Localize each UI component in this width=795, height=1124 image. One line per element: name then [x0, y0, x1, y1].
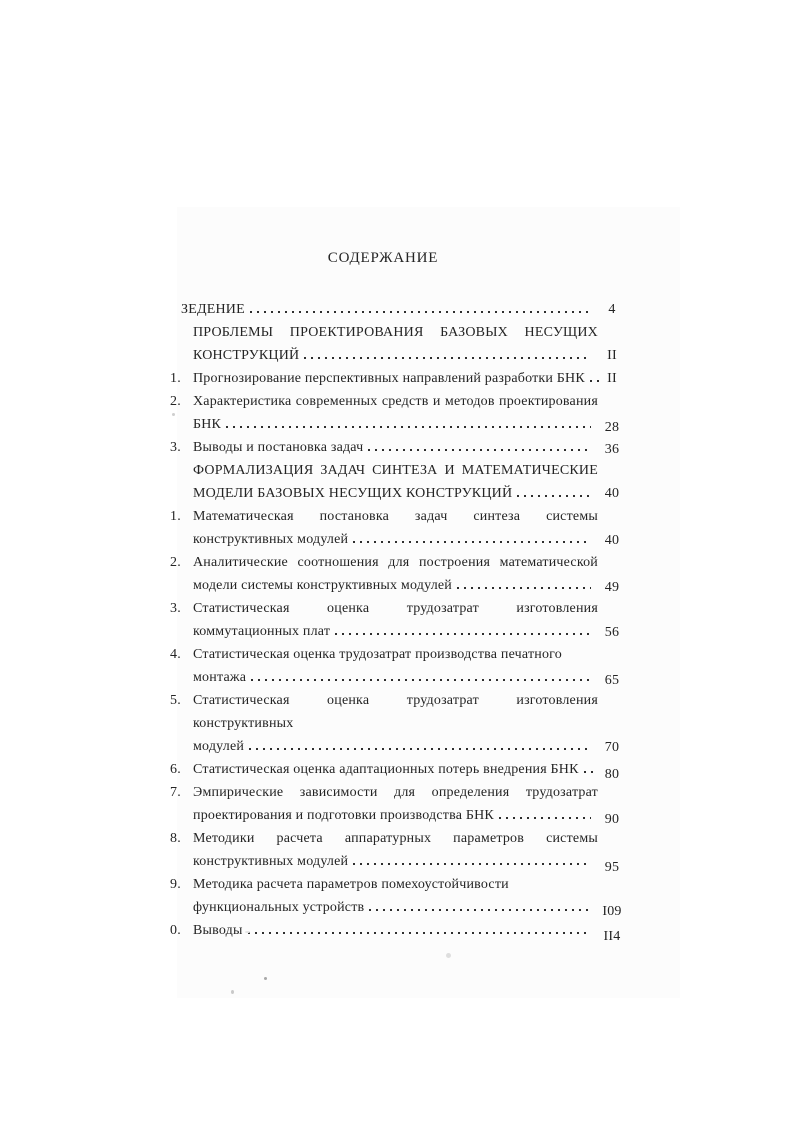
toc-entry-line: Математическая постановка задач синтеза системы [193, 509, 598, 524]
dot-leader [248, 932, 591, 934]
toc-entry [170, 689, 626, 758]
toc-entry-line: Методика расчета параметров помехоустойчивости [193, 877, 509, 892]
toc-entry-lastline [193, 758, 598, 781]
toc-entry-page: 65 [604, 673, 620, 688]
toc-entry-line: модулей [193, 739, 245, 754]
toc-entry-page: 36 [604, 442, 620, 457]
toc-entry-line: Методики расчета аппаратурных параметров системы [193, 831, 598, 846]
toc-entry-body [193, 505, 598, 551]
toc-entry [170, 919, 626, 942]
toc-entry [170, 758, 626, 781]
toc-entry-page: 90 [604, 812, 620, 827]
toc-entry-line: Аналитические соотношения для построения математической [193, 555, 598, 570]
toc-entry-line: ФОРМАЛИЗАЦИЯ ЗАДАЧ СИНТЕЗА И МАТЕМАТИЧЕСКИЕ [193, 463, 598, 478]
toc-entry-line: Эмпирические зависимости для определения трудозатрат [193, 785, 598, 800]
toc-entry [170, 781, 626, 827]
dot-leader [226, 426, 591, 428]
dot-leader [369, 909, 591, 911]
toc-entry-lastline [193, 804, 598, 827]
toc-entry-lastline [193, 367, 598, 390]
toc-entry-body [193, 597, 598, 643]
toc-entry [170, 551, 626, 597]
dot-leader [249, 748, 591, 750]
toc-entry-page: II4 [603, 929, 621, 944]
toc-entry-body [193, 436, 598, 459]
toc-entry [170, 298, 626, 321]
toc-entry-number: 3. [170, 601, 181, 616]
toc-entry-body [193, 551, 598, 597]
toc-entry-page: I09 [602, 904, 622, 919]
toc-entry-page: 70 [604, 740, 620, 755]
toc-entry-page: II [607, 348, 617, 363]
toc-entry-number: 2. [170, 555, 181, 570]
toc-entry-line: МОДЕЛИ БАЗОВЫХ НЕСУЩИХ КОНСТРУКЦИЙ [193, 486, 513, 501]
toc-entry-line: Выводы и постановка задач [193, 440, 364, 455]
toc-entry-number: 2. [170, 394, 181, 409]
scan-speck [446, 953, 451, 958]
dot-leader [457, 587, 591, 589]
toc-entry [170, 827, 626, 873]
toc-entry-body [193, 459, 598, 505]
dot-leader [251, 679, 591, 681]
toc-entry-line: Выводы [193, 923, 243, 938]
toc-entry-body [193, 781, 598, 827]
toc-entry-lastline [193, 528, 598, 551]
toc-entry-page: 49 [604, 580, 620, 595]
toc-entries [170, 298, 626, 942]
dot-leader [499, 817, 591, 819]
toc-entry-lastline [193, 620, 598, 643]
toc-entry-lastline [193, 574, 598, 597]
toc-entry-page: 4 [608, 302, 616, 317]
toc-entry-line: проектирования и подготовки производства БНК [193, 808, 494, 823]
dot-leader [353, 541, 591, 543]
toc-entry-line: Статистическая оценка адаптационных потерь внедрения БНК [193, 762, 579, 777]
toc-entry-body [193, 643, 598, 689]
page-title: СОДЕРЖАНИЕ [327, 250, 439, 266]
toc-entry-body [193, 873, 598, 919]
toc-entry-number: 5. [170, 693, 181, 708]
toc-entry [170, 321, 626, 367]
toc-entry-line: Статистическая оценка трудозатрат изготовления конструктивных [193, 693, 598, 731]
toc-entry-lastline [193, 436, 598, 459]
toc-entry-number: 0. [170, 923, 181, 938]
toc-entry-number: 3. [170, 440, 181, 455]
toc-entry [170, 459, 626, 505]
scan-speck [231, 990, 234, 994]
toc-entry-number [170, 459, 193, 505]
scan-speck [264, 977, 267, 980]
toc-entry-page: 56 [604, 625, 620, 640]
toc-entry-lastline [193, 344, 598, 367]
dot-leader [353, 863, 591, 865]
dot-leader [335, 633, 591, 635]
toc-entry-line: Прогнозирование перспективных направлений разработки БНК [193, 371, 585, 386]
toc-entry-body [193, 367, 598, 390]
dot-leader [517, 495, 591, 497]
toc-entry [170, 505, 626, 551]
toc-entry-body [193, 827, 598, 873]
toc-entry-lastline [193, 896, 598, 919]
toc-entry-line: функциональных устройств [193, 900, 365, 915]
toc-entry-number: 9. [170, 877, 181, 892]
toc-entry-line: конструктивных модулей [193, 532, 349, 547]
toc-entry [170, 643, 626, 689]
toc-entry [170, 597, 626, 643]
toc-entry-number [170, 321, 193, 367]
dot-leader [368, 449, 591, 451]
toc-entry-body [193, 390, 598, 436]
scan-speck [172, 413, 175, 416]
toc-entry-line: Характеристика современных средств и методов проектирования [193, 394, 598, 409]
toc-entry-body [193, 919, 598, 942]
toc-entry-line: БНК [193, 417, 222, 432]
toc-entry-lastline [193, 482, 598, 505]
toc-entry-line: Статистическая оценка трудозатрат изготовления [193, 601, 598, 616]
toc-entry-line: ЗЕДЕНИЕ [181, 302, 245, 317]
toc-entry-line: Статистическая оценка трудозатрат производства печатного [193, 647, 562, 662]
toc-entry-lastline [193, 413, 598, 436]
toc-entry-line: монтажа [193, 670, 247, 685]
toc-entry-line: коммутационных плат [193, 624, 331, 639]
toc-entry-line: ПРОБЛЕМЫ ПРОЕКТИРОВАНИЯ БАЗОВЫХ НЕСУЩИХ [193, 325, 598, 340]
toc-entry-number: 8. [170, 831, 181, 846]
toc-entry-number: 4. [170, 647, 181, 662]
dot-leader [584, 771, 594, 773]
toc-entry-body [193, 758, 598, 781]
toc-entry-number: 6. [170, 762, 181, 777]
toc-entry-line: конструктивных модулей [193, 854, 349, 869]
toc-entry-lastline [193, 850, 598, 873]
toc-entry-number: 7. [170, 785, 181, 800]
toc-entry [170, 873, 626, 919]
toc-entry-line: модели системы конструктивных модулей [193, 578, 452, 593]
toc-entry-body [170, 298, 598, 321]
toc-entry-body [193, 689, 598, 758]
scan-speck [245, 931, 250, 933]
toc-entry-line: КОНСТРУКЦИЙ [193, 348, 300, 363]
toc-entry-lastline [193, 666, 598, 689]
toc-entry-page: 95 [604, 860, 620, 875]
toc-entry-lastline [181, 298, 598, 321]
table-of-contents [170, 248, 626, 942]
toc-entry [170, 367, 626, 390]
toc-entry-page: 40 [604, 486, 620, 501]
toc-entry-page: 28 [604, 420, 620, 435]
toc-entry-number: 1. [170, 371, 181, 386]
dot-leader [304, 357, 591, 359]
toc-entry-lastline [193, 919, 598, 942]
toc-entry-lastline [193, 735, 598, 758]
toc-entry-body [193, 321, 598, 367]
toc-entry-page: 40 [604, 533, 620, 548]
toc-entry [170, 436, 626, 459]
toc-entry-page: II [607, 371, 617, 386]
dot-leader [250, 311, 591, 313]
toc-entry [170, 390, 626, 436]
toc-entry-page: 80 [604, 767, 620, 782]
toc-entry-number: 1. [170, 509, 181, 524]
